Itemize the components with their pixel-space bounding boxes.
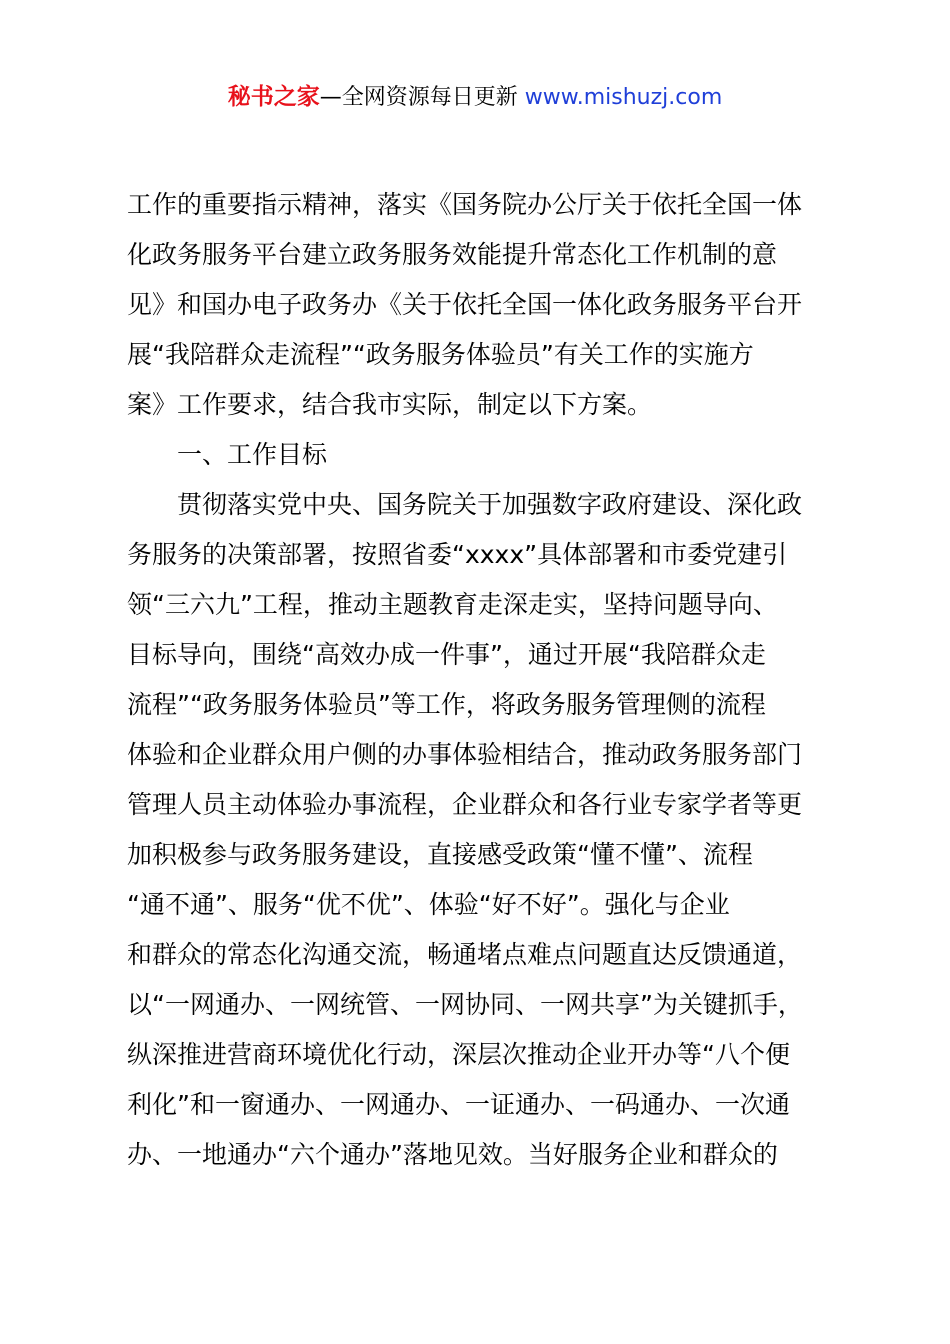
text-line: 展“我陪群众走流程”“政务服务体验员”有关工作的实施方 — [127, 340, 754, 369]
text-line: 领“三六九”工程，推动主题教育走深走实，坚持问题导向、 — [127, 590, 778, 619]
document-body — [127, 180, 847, 1180]
text-line: 利化”和一窗通办、一网通办、一证通办、一码通办、一次通 — [127, 1090, 790, 1119]
text-line: “通不通”、服务“优不优”、体验“好不好”。强化与企业 — [127, 890, 730, 919]
text-line: 流程”“政务服务体验员”等工作，将政务服务管理侧的流程 — [127, 690, 766, 719]
text-line: 加积极参与政务服务建设，直接感受政策“懂不懂”、流程 — [127, 840, 753, 869]
text-line: 体验和企业群众用户侧的办事体验相结合，推动政务服务部门 — [127, 740, 803, 769]
text-line: 见》和国办电子政务办《关于依托全国一体化政务服务平台开 — [127, 290, 803, 319]
site-header — [0, 80, 950, 115]
brand-name: 秘书之家 — [227, 84, 320, 110]
text-line: 办、一地通办“六个通办”落地见效。当好服务企业和群众的 — [127, 1140, 778, 1169]
text-line: 目标导向，围绕“高效办成一件事”，通过开展“我陪群众走 — [127, 640, 766, 669]
text-line: 纵深推进营商环境优化行动，深层次推动企业开办等“八个便 — [127, 1040, 790, 1069]
text-line: 管理人员主动体验办事流程，企业群众和各行业专家学者等更 — [127, 790, 803, 819]
text-line: 务服务的决策部署，按照省委“xxxx”具体部署和市委党建引 — [127, 540, 788, 569]
header-slogan: —全网资源每日更新 — [319, 85, 518, 110]
text-line: 案》工作要求，结合我市实际，制定以下方案。 — [127, 390, 653, 419]
text-line: 以“一网通办、一网统管、一网协同、一网共享”为关键抓手， — [127, 990, 803, 1019]
site-url-link[interactable]: www.mishuzj.com — [517, 85, 723, 110]
text-line: 工作的重要指示精神，落实《国务院办公厅关于依托全国一体 — [127, 190, 803, 219]
text-line: 贯彻落实党中央、国务院关于加强数字政府建设、深化政 — [127, 490, 803, 519]
text-line: 和群众的常态化沟通交流，畅通堵点难点问题直达反馈通道， — [127, 940, 803, 969]
section-heading: 一、工作目标 — [127, 440, 328, 469]
text-line: 化政务服务平台建立政务服务效能提升常态化工作机制的意 — [127, 240, 778, 269]
